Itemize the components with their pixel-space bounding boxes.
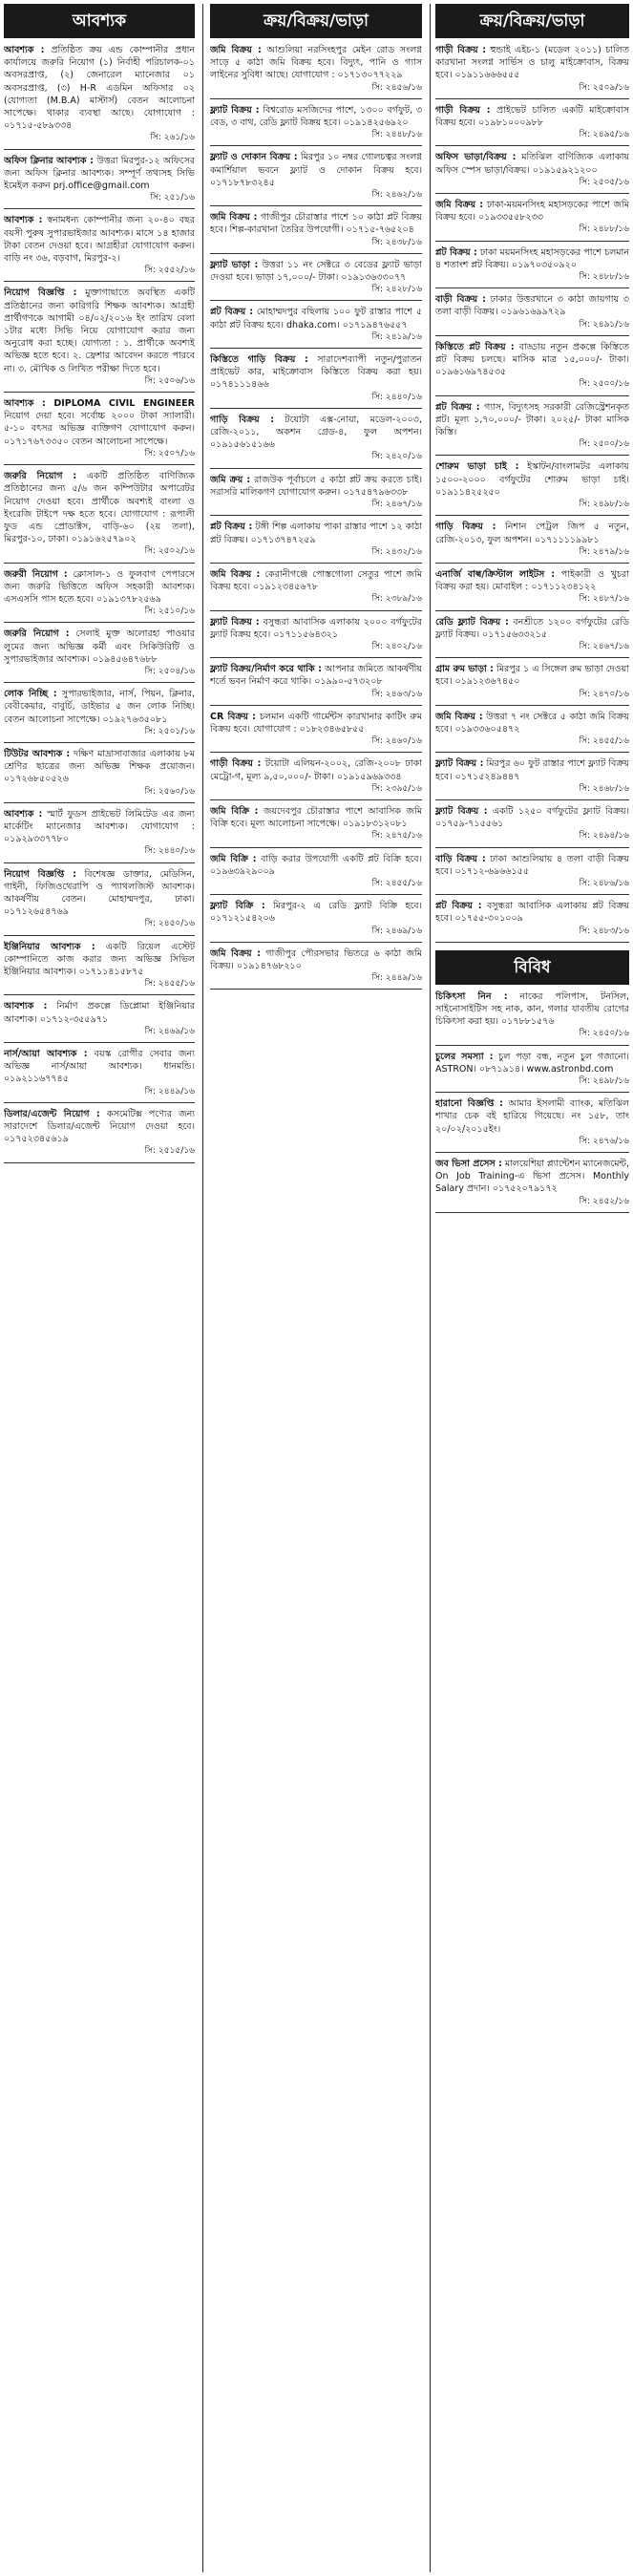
- ad-keyword: কিস্তিতে গাড়ি বিক্রয় :: [210, 354, 308, 366]
- ad-text: রাজউক পূর্বাচলে ৫ কাঠা প্লট ক্রয় করতে চাই। সরাসরি মালিকগণ যোগাযোগ করুন। ০১৭৫৪৭৯৬৩৩৮: [210, 474, 422, 498]
- ad-reference-code: সি: ২৪৮৮/১৬: [579, 224, 629, 235]
- ad-reference-code: সি: ২৪৬৮/১৬: [579, 783, 629, 794]
- ad-separator: [4, 994, 195, 995]
- ad-separator: [4, 563, 195, 564]
- ad-separator: [210, 610, 422, 611]
- classified-ad: [4, 214, 195, 277]
- ad-text: নির্মাণ প্রকল্পে ডিপ্লোমা ইঞ্জিনিয়ার আবশ্যক। ০১৭১২-৩৫৫৯৭১: [4, 1001, 195, 1025]
- classified-ad: [435, 1158, 629, 1208]
- ad-text: মিরপুর ১০ নম্বর গোলচত্বর সংলগ্ন কমার্শিয়াল ভবনে ফ্ল্যাট ও দোকান বিক্রয় হবে। ০১৭১৮৭৮৩২৪৫: [210, 152, 422, 188]
- ad-reference-code: সি: ২৪৯৮/১৬: [579, 500, 629, 510]
- ad-text: বিশেষজ্ঞ ডাক্তার, মেডিসিন, গাইনী, ফিজিওথেরাপি ও প্যাথলজিস্ট আবশ্যক। আকর্ষণীয় বেতন। মোহাম্মদপুর, ঢাকা। ০১৭১২৬৫৪৭৬৯: [4, 868, 195, 918]
- ad-reference-code: সি: ২৪১৯/১৬: [371, 331, 422, 342]
- ad-separator: [210, 942, 422, 943]
- ad-separator: [210, 205, 422, 206]
- ad-separator: [4, 742, 195, 743]
- column-divider: [430, 4, 431, 2572]
- ad-reference-code: সি: ২৪৬২/১৬: [371, 190, 422, 201]
- ad-reference-code: সি: ২৪৫০/১৬: [579, 1029, 629, 1039]
- ad-text: একটি প্রতিষ্ঠিত বাণিজ্যিক প্রতিষ্ঠানের জন্য ৫/৬ জন কম্পিউটার অপারেটর নিয়োগ দেওয়া হবে। প্রার্থীকে অবশ্যই বাংলা ও ইংরেজি টাইপে দক্ষ হতে হবে। যোগাযোগ : রূপালী ফুড এন্ড প্রোডাক্টস, বাড়ি-৬০ (২য় তলা), মিরপুর-১০, ঢাকা। ০১৯১৬২৫৭৯০২: [4, 471, 195, 545]
- ad-keyword: গাড়ী বিক্রয় :: [435, 45, 487, 55]
- ad-reference-code: সি: ২৩৯৫/১৬: [371, 783, 422, 794]
- ad-keyword: প্লট বিক্রয় :: [435, 246, 477, 258]
- ad-text: বসুন্ধরা আবাসিক এলাকায় প্লট বিক্রয় হবে। ০১৭৫৫-৩০১০০৯: [435, 901, 629, 925]
- classified-ad: [435, 1051, 629, 1089]
- ad-keyword: ফ্ল্যাট বিক্রি :: [210, 901, 265, 912]
- ad-text: ঢাকা ময়মনসিংহ মহাসড়কের পাশে চলমান ৪ শতাংশ প্লট বিক্রয়। ০১৯৭০৩৫০৯২০: [435, 246, 629, 270]
- ad-text: ঢাকার উত্তরখানে ৩ কাঠা জায়গায় ৩ তলা বাড়ী বিক্রয়। ০১৯৬১৬৯৯৭২৯: [435, 294, 629, 318]
- ad-keyword: চুলের সমস্যা :: [435, 1051, 494, 1062]
- ad-reference-code: সি: ২৫১০/১৬: [144, 607, 195, 617]
- ad-separator: [4, 682, 195, 683]
- ad-text: জয়দেবপুর চৌরাস্তার পাশে আবাসিক জমি বিক্রি হবে। মূল্য আলোচনা সাপেক্ষে। ০১৯১৮৩১২০৮১: [210, 805, 422, 830]
- ad-text: স্মার্ট ফুডস প্রাইভেট লিমিটেড এর জন্য মার্কেটিং ম্যানেজার আবশ্যক। যোগাযোগ : ০১৯২৯৩৩৭৭৮০: [4, 808, 195, 845]
- ad-reference-code: সি: ২৪৮৭/১৬: [579, 594, 629, 605]
- ad-reference-code: সি: ২৪৪৯/১৬: [371, 973, 422, 984]
- ad-keyword: জমি ক্রয় :: [210, 474, 251, 485]
- classified-ad: [4, 808, 195, 859]
- ad-text: সারাদেশব্যাপী নতুন/পুরাতন প্রাইভেট কার, মাইক্রোবাস কিস্তিতে বিক্রয় করা হয়। ০১৭৪১১১৪৬৬: [210, 354, 422, 391]
- ad-reference-code: সি: ২৫০৬/১৬: [144, 375, 195, 386]
- ad-separator: [435, 193, 629, 194]
- ad-separator: [435, 1152, 629, 1153]
- classified-ad: [4, 688, 195, 738]
- ad-separator: [4, 281, 195, 282]
- section-header-recruitment: আবশ্যক: [4, 4, 195, 38]
- ad-text: কসমেটিক্স পণ্যের জন্য সারাদেশে ডিলার/এজেন্ট নিয়োগ দেওয়া হবে। ০১৭৫২৩৪৫৬১৯: [4, 1108, 195, 1145]
- ad-reference-code: সি: ২৫০০/১৬: [579, 379, 629, 390]
- ad-keyword: চিকিৎসা নিন :: [435, 990, 508, 1002]
- classified-ad: [4, 1000, 195, 1038]
- ad-reference-code: সি: ২৪৪৯/১৬: [144, 1086, 195, 1096]
- ad-keyword: জমি বিক্রি :: [210, 805, 259, 817]
- ad-text: সেলাই মুক্ত অলোরহা পাওয়ার লুমের জন্য অভিজ্ঞ কর্মী এবং সিকিউরিটি ও সুপারভাইজার আবশ্যক। ০১৯৪৫৬৪৭৬৮৮: [4, 628, 195, 665]
- classified-ad: [435, 293, 629, 331]
- ad-keyword: জমি বিক্রয় :: [210, 568, 261, 580]
- ad-keyword: ফ্ল্যাট বিক্রয় :: [210, 616, 260, 628]
- ad-keyword: অফিস ভাড়া/বিক্রয় :: [435, 152, 517, 163]
- ad-reference-code: সি: ২৪৪৮/১৬: [371, 130, 422, 140]
- ad-separator: [210, 894, 422, 895]
- ad-text: প্রতিষ্ঠিত ক্রয় এন্ড কোম্পানীর প্রধান কার্যালয়ে জরুরি নিয়োগ (১) নির্বাহী পরিচালক-০১ অবসরপ্রাপ্ত, (২) জেনারেল ম্যানেজার ০১ অবসরপ্রাপ্ত, (৩) H-R এডমিন অফিসার ০২ (যোগ্যতা (M.B.A) মাস্টার্স) বেতন আলোচনা সাপেক্ষে। থাকার ব্যবস্থা আছে। যোগাযোগ : ০১৭১৫-৫৮৯৩৩৪: [4, 45, 195, 132]
- classified-ad: [210, 353, 422, 404]
- ad-keyword: CR বিক্রয় :: [210, 711, 256, 722]
- ad-separator: [210, 515, 422, 516]
- ad-text: উত্তরা ৭ নং সেক্টরে ৫ কাঠা জমি বিক্রয় হবে। ০১৯৩৩৬০৫৪৭২: [435, 711, 629, 734]
- classified-ad: [210, 259, 422, 297]
- ad-reference-code: সি: ২৪৩২/১৬: [371, 546, 422, 557]
- ad-text: কেরানীগঞ্জে পোস্তগোলা সেতুর পাশে জমি বিক্রয় হবে। ০১৯১২৩৪৫৬৭৮: [210, 568, 422, 593]
- ad-reference-code: সি: ২৫০১/১৬: [144, 726, 195, 736]
- classified-ad: [210, 711, 422, 749]
- classified-ad: [210, 568, 422, 607]
- ad-reference-code: সি: ২৪০২/১৬: [371, 641, 422, 651]
- column-recruitment: [4, 4, 195, 2572]
- ad-text: নিয়োগ দেয়া হবে। সর্বোচ্চ ২০০০ টাকা স্যালারী। ৫-১০ বৎসর অভিজ্ঞ ব্যক্তিগণ যোগাযোগ করুন। ০১৭১৭৬৭৩৩৫০ বেতন আলোচনা সাপেক্ষে।: [4, 411, 195, 447]
- ad-separator: [4, 1162, 195, 1163]
- classified-ad: [435, 663, 629, 701]
- ad-reference-code: সি: ২৪৬৭/১৬: [579, 641, 629, 651]
- ad-separator: [435, 287, 629, 288]
- column-divider: [202, 4, 203, 2572]
- ad-keyword: ডিলার/এজেন্ট নিয়োগ :: [4, 1108, 100, 1119]
- column-buy-sell-rent-1: [210, 4, 422, 2572]
- ad-keyword: জমি বিক্রয় :: [435, 200, 484, 211]
- ad-text: টয়োটা এলিয়ন-২০০২, রেজি-২০০৮ ঢাকা মেট্রো-গ, মূল্য ৯,৫০,০০০/- টাকা। ০১৯১৫৯৬৯৩৩৪: [210, 758, 422, 782]
- ad-text: মিরপুর ১ এ সিঙ্গেল রুম ভাড়া দেওয়া হবে। ০১৯১২৩৬৭৪৫০: [435, 664, 629, 688]
- ad-text: বিশ্বরোড মসজিদের পাশে, ১৩০০ বর্গফুট, ৩ বেড, ৩ বাথ, রেডি ফ্ল্যাট বিক্রয় হবে। ০১৯১৪২৫৬৯২০: [210, 104, 422, 129]
- ad-reference-code: সি: ২৫০৪/১৬: [144, 666, 195, 676]
- ad-separator: [435, 98, 629, 99]
- ad-keyword: নিয়োগ বিজ্ঞপ্তি :: [4, 287, 77, 299]
- ad-text: টঙ্গী শিল্প এলাকায় পাকা রাস্তার পাশে ১২ কাঠা প্লট বিক্রয়। ০১৭১৩৭৪৭২৫৯: [210, 522, 422, 545]
- ad-text: গাজীপুর চৌরাস্তার পাশে ১০ কাঠা প্লট বিক্রয় হবে। শিল্প-কারখানা তৈরির উপযোগী। ০১৭১৫-৭৬৫২০৪: [210, 212, 422, 236]
- ads-list: [4, 44, 195, 1163]
- ad-keyword: গাড়ি বিক্রয় :: [435, 522, 496, 533]
- ad-reference-code: সি: ২৪৮৮/১৬: [579, 272, 629, 283]
- ad-text: পাইকারী ও খুচরা বিক্রয় করা হয়। মোবাইল : ০১৭১১২৩৪১২২: [435, 568, 629, 593]
- classified-ad: [435, 900, 629, 938]
- ad-keyword: ফ্ল্যাট বিক্রয় :: [435, 758, 484, 770]
- ad-text: আপনার জমিতে আকর্ষণীয় শর্তে ভবন নির্মাণ করে থাকি। ০১৯৯০-৫৭৩২০৮: [210, 664, 422, 688]
- ad-keyword: গাড়ী বিক্রয় :: [210, 758, 262, 770]
- classified-ad: [4, 568, 195, 619]
- ad-reference-code: সি: ২৫০০/১৬: [579, 439, 629, 450]
- ad-keyword: ইঞ্জিনিয়ার আবশ্যক :: [4, 941, 95, 952]
- classifieds-page: [4, 4, 629, 2572]
- section-header-miscellaneous: বিবিধ: [435, 950, 629, 985]
- ad-reference-code: সি: ২৪৬৭/১৬: [371, 500, 422, 510]
- ad-keyword: জরুরী নিয়োগ :: [4, 568, 68, 580]
- ad-separator: [210, 705, 422, 706]
- ad-reference-code: সি: ২৪৫০/১৬: [144, 919, 195, 929]
- ad-reference-code: সি: ২৪৫৫/১৬: [371, 878, 422, 888]
- classified-ad: [210, 474, 422, 512]
- ad-reference-code: সি: ২৬১/১৬: [150, 133, 195, 143]
- ad-keyword: আবশ্যক :: [4, 1001, 48, 1012]
- classified-ad: [210, 211, 422, 249]
- ad-keyword: প্লট বিক্রয় :: [210, 307, 254, 318]
- ad-text: মিরপুর ৬০ ফুট রাস্তার পাশে ফ্ল্যাট বিক্রয় হবে। ০১৭১৫২৪৯৪৪৭: [435, 758, 629, 782]
- ad-text: গ্যাস, বিদ্যুৎসহ সরকারী রেজিস্ট্রেশনকৃত প্লট। মূল্য ১,৭০,০০০/- টাকা। ২০২৫/- টাকা মাসিক কিস্তি।: [435, 401, 629, 438]
- ad-separator: [4, 1042, 195, 1043]
- ad-reference-code: সি: ২৪৫৫/১৬: [579, 736, 629, 747]
- ad-text: ক্লোসাল-১ ও ফুলবাগ পেপারসে জন্য জরুরি ভিত্তিতে অফিস সহকারী আবশ্যক। এসএসসি পাস হতে হবে। ০১৯১৩৭৮২৫৬৯: [4, 568, 195, 605]
- ad-text: স্বনামধন্য কোম্পানীর জন্য ২০-৪০ বছর বয়সী পুরুষ সুপারভাইজার আবশ্যক। মাসে ১৪ হাজার টাকা বেতন দেওয়া হবে। আগ্রহীরা যোগাযোগ করুন। বাড়ি নং ৩৬, বড়বাগ, মিরপুর-২।: [4, 215, 195, 265]
- classified-ad: [4, 470, 195, 558]
- ad-keyword: নিয়োগ বিজ্ঞপ্তি :: [4, 868, 76, 880]
- ads-list: [210, 44, 422, 990]
- ad-separator: [210, 468, 422, 469]
- ad-text: একটি রিয়েল এস্টেট কোম্পানিতে কাজ করার জন্য অভিজ্ঞ সিভিল ইঞ্জিনিয়ার আবশ্যক। ০১৭১১৪১৫৮৭৫: [4, 941, 195, 977]
- classified-ad: [4, 44, 195, 145]
- ad-separator: [435, 395, 629, 396]
- ad-reference-code: সি: ২৫০২/১৬: [144, 546, 195, 557]
- ad-separator: [435, 799, 629, 800]
- ad-keyword: জমি বিক্রয় :: [210, 212, 258, 224]
- ad-text: বাড্ডায় নতুন প্রকল্পে কিস্তিতে প্লট বিক্রয় চলছে। মাসিক মাত্র ১৫,০০০/- টাকা। ০১৯৬১৬৯৭৪৫৩৫: [435, 341, 629, 378]
- ad-keyword: নার্স/আয়া আবশ্যক :: [4, 1049, 88, 1060]
- ad-separator: [435, 752, 629, 753]
- ad-text: ঢাকা আশুলিয়ায় ৪ তলা বাড়ী বিক্রয় হবে। ০১৭১২-৬৯৬৬১৫৫: [435, 853, 629, 877]
- ad-reference-code: সি: ২৪৭৯/১৬: [579, 546, 629, 557]
- ad-keyword: লোক নিচ্ছি :: [4, 689, 57, 700]
- ad-separator: [210, 253, 422, 254]
- ad-separator: [435, 847, 629, 848]
- classified-ad: [4, 941, 195, 991]
- ad-reference-code: সি: ২৫০৯/১৬: [579, 82, 629, 93]
- ad-keyword: বাড়ী বিক্রয় :: [435, 294, 486, 306]
- classified-ad: [435, 341, 629, 392]
- classified-ad: [435, 568, 629, 607]
- ad-text: উত্তরা ১১ নং সেক্টরে ৩ বেডের ফ্ল্যাট ভাড়া দেওয়া হবে। ভাড়া ১৭,০০০/- টাকা। ০১৯১৩৬৩৩০৭৭: [210, 259, 422, 284]
- ad-keyword: জব ভিসা প্রসেস :: [435, 1159, 502, 1170]
- ad-keyword: প্লট বিক্রয় :: [435, 401, 480, 413]
- classified-ad: [210, 947, 422, 986]
- classified-ad: [210, 306, 422, 344]
- ad-separator: [435, 610, 629, 611]
- ad-keyword: হারানো বিজ্ঞপ্তি :: [435, 1098, 503, 1110]
- ad-text: একটি ১২৫০ বর্গফুটের ফ্ল্যাট বিক্রয়। ০১৭৫৯-৭১৫৫৬১: [435, 805, 629, 830]
- ad-keyword: আবশ্যক :: [4, 45, 45, 55]
- classified-ad: [435, 460, 629, 511]
- classified-ad: [210, 853, 422, 891]
- ad-text: চলমান একটি গার্মেন্টস কারখানার কাটিং রুম বিক্রয় হবে। যোগাযোগ : ০১৮২৩৪৬৫৮৫৫: [210, 711, 422, 734]
- ad-text: মুক্তাগাছাতে অবস্থিত একটি প্রতিষ্ঠানের জন্য কারিগরি শিক্ষক আবশ্যক। আগ্রহী প্রার্থীগণকে আগামী ০৪/০২/২০১৬ ইং তারিখ বেলা ১টার মধ্যে সিভি নিয়ে যোগাযোগ করার জন্য অনুরোধ করা হচ্ছে। যোগ্যতা : ১. প্রার্থীকে অবশ্যই অভিজ্ঞ হতে হবে। ২. ফ্রেশার আবেদন করতে পারবে না। ৩. মৌখিক ও লিখিত পরীক্ষা দিতে হবে।: [4, 287, 195, 374]
- classified-ad: [4, 1048, 195, 1098]
- classified-ad: [435, 246, 629, 285]
- classified-ad: [4, 1108, 195, 1159]
- ad-reference-code: সি: ২৫০৭/১৬: [144, 448, 195, 458]
- classified-ad: [435, 151, 629, 189]
- ad-separator: [435, 894, 629, 895]
- classified-ad: [435, 711, 629, 749]
- ad-separator: [435, 1212, 629, 1213]
- ad-text: বসুন্ধরা আবাসিক এলাকায় ২০০০ বর্গফুটের ফ্ল্যাট বিক্রয় হবে। ০১৭১১৫৬৪৩২১: [210, 616, 422, 640]
- ad-reference-code: সি: ২৪৯৮/১৬: [579, 1076, 629, 1086]
- column-buy-sell-rent-2: [435, 4, 629, 2572]
- ad-reference-code: সি: ২৫০৫/১৬: [579, 177, 629, 187]
- ad-reference-code: সি: ২৪৫২/১৬: [579, 1196, 629, 1206]
- ad-text: উত্তরা মিরপুর-১২ অফিসের জন্য অফিস ক্লিনার আবশ্যক। সম্পূর্ণ তথ্যসহ সিভি ইমেইল করুন prj.office@gmail.com: [4, 155, 195, 192]
- ad-reference-code: সি: ২৪৮৬/১৬: [579, 878, 629, 888]
- ad-text: আমার ইসলামী ব্যাংক, মতিঝিল শাখার চেক বই হারিয়ে গিয়েছে। নং ১৫৮, তাং ২০/০২/২০১৫ইং।: [435, 1098, 629, 1135]
- classified-ad: [210, 44, 422, 95]
- classified-ad: [210, 616, 422, 654]
- ads-list-miscellaneous: [435, 990, 629, 1213]
- ad-keyword: রেডি ফ্ল্যাট বিক্রয় :: [435, 616, 509, 628]
- ad-separator: [435, 335, 629, 336]
- ad-text: ইস্কাটন/বাংলামটর এলাকায় ১৫০০-২০০০ বর্গফুটের শোরুম ভাড়া চাই। ০১৯১১৪২৫২৫০: [435, 461, 629, 498]
- ad-text: বয়স্ক রোগীর সেবার জন্য অভিজ্ঞ নার্স/আয়া আবশ্যক। ধানমন্ডি। ০১৯২১১৬৭৭৪৫: [4, 1049, 195, 1085]
- ad-separator: [210, 300, 422, 301]
- ad-separator: [435, 563, 629, 564]
- ad-text: মোহাম্মদপুর বছিলায় ১০০ ফুট রাস্তার পাশে ৫ কাঠা প্লট বিক্রয় হবে। dhaka.com। ০১৭১৯৪৭৬৫৫৭: [210, 307, 422, 330]
- ad-separator: [435, 145, 629, 146]
- ad-keyword: জমি বিক্রি :: [210, 853, 257, 864]
- classified-ad: [210, 757, 422, 796]
- ad-separator: [4, 1102, 195, 1103]
- classified-ad: [210, 663, 422, 701]
- classified-ad: [435, 44, 629, 95]
- ad-text: টয়োটা এক্স-নোয়া, মডেল-২০০৩, রেজি-২০১১, অকশন গ্রেড-৪, ফুল অপশন। ০১৯১৫৬১৫১৬৬: [210, 414, 422, 451]
- ad-text: নাকের পলিপাস, টনসিল, সাইনোসাইটিস সহ নাক, কান, গলার যাবতীয় রোগের চিকিৎসা করা হয়। ০১৭৮৮১৫৭৬: [435, 990, 629, 1028]
- ad-reference-code: সি: ২৪৯৫/১৬: [579, 130, 629, 140]
- ad-keyword: ফ্ল্যাট ভাড়া :: [210, 259, 259, 270]
- ad-keyword: গাড়ী বিক্রয় :: [435, 104, 491, 116]
- ad-text: প্রাইভেট চালিত একটি মাইক্রোবাস বিক্রয় হবে। ০১৯৮১০০০৯৮৮: [435, 104, 629, 129]
- ad-separator: [435, 455, 629, 456]
- classified-ad: [435, 1097, 629, 1148]
- classified-ad: [435, 757, 629, 796]
- ad-keyword: জরুরি নিয়োগ :: [4, 628, 70, 640]
- classified-ad: [435, 199, 629, 237]
- ad-reference-code: সি: ২৪২০/১৬: [371, 452, 422, 462]
- classified-ad: [435, 990, 629, 1041]
- ad-reference-code: সি: ২৪৭০/১৬: [579, 689, 629, 699]
- ad-text: সুপারভাইজার, নার্স, পিয়ন, ক্লিনার, বেবীকেয়ার, বাবুর্চি, ডাইভার ৫ জন লোক নিচ্ছি। বেতন আলোচনা সাপেক্ষে। ০১৯২৭৬৩৫০৮১: [4, 689, 195, 725]
- ad-reference-code: সি: ২৫৫২/১৬: [144, 266, 195, 276]
- ad-separator: [435, 1092, 629, 1093]
- ad-reference-code: সি: ২৫৬০/১৬: [144, 786, 195, 797]
- ad-text: বনশ্রীতে ১২০০ বর্গফুটের রেডি ফ্ল্যাট বিক্রয়। ০১৭১৫৬৩৩২১৫: [435, 616, 629, 640]
- ads-list: [435, 44, 629, 943]
- ad-reference-code: সি: ২৪৮৩/১৬: [579, 926, 629, 936]
- ad-separator: [435, 657, 629, 658]
- ad-separator: [4, 622, 195, 623]
- ad-keyword: গাড়ি বিক্রয় :: [210, 414, 275, 425]
- ad-reference-code: সি: ২৪৪০/১৬: [144, 846, 195, 857]
- classified-ad: [435, 616, 629, 654]
- ad-text: মালয়েশিয়া প্ল্যান্টেশন ম্যানেজমেন্ট, On Job Training-এ ভিসা প্রসেস। Monthly Salary প্রদান। ০১৭৫২০৭৯১৭২: [435, 1159, 629, 1195]
- classified-ad: [210, 414, 422, 464]
- ad-keyword: জমি বিক্রয় :: [210, 45, 262, 55]
- ad-reference-code: সি: ২৪৫৫/১৬: [144, 979, 195, 990]
- section-header-buy-sell-rent: ক্রয়/বিক্রয়/ভাড়া: [210, 4, 422, 38]
- ad-separator: [210, 752, 422, 753]
- ad-separator: [210, 563, 422, 564]
- ad-reference-code: সি: ২৫১/১৬: [150, 193, 195, 203]
- ad-keyword: ফ্ল্যাট ও দোকান বিক্রয় :: [210, 152, 298, 163]
- ad-reference-code: সি: ২৩৮৯/১৬: [371, 594, 422, 605]
- ad-separator: [4, 208, 195, 209]
- ad-separator: [210, 98, 422, 99]
- classified-ad: [4, 748, 195, 798]
- ad-text: নিশান পেট্রল জিপ ৫ নতুন, রেজি-২০১৩, ফুল অপশন। ০১৭১১১১৯৯৮১: [435, 522, 629, 545]
- ad-text: মতিঝিল বাণিজ্যিক এলাকায় অফিস স্পেস ভাড়া/বিক্রয়। ০১৯১৫৯২১২০০: [435, 152, 629, 176]
- ad-separator: [4, 802, 195, 803]
- ad-separator: [210, 799, 422, 800]
- ad-keyword: বাড়ি বিক্রয় :: [435, 853, 486, 864]
- ad-text: হুন্ডাই এইচ-১ (মডেল ২০১১) চালিত কারখানা সংলগ্ন সার্ভিস ও চালু মাইক্রোবাস, বিক্রয় হবে। ০১৯১১৬৬৬৫৫৫: [435, 45, 629, 81]
- classified-ad: [435, 853, 629, 891]
- ad-separator: [4, 464, 195, 465]
- ad-keyword: কিস্তিতে প্লট বিক্রয় :: [435, 341, 515, 352]
- ad-separator: [4, 149, 195, 150]
- ad-keyword: ফ্ল্যাট বিক্রয়/নির্মাণ করে থাকি :: [210, 664, 322, 675]
- ad-keyword: আবশ্যক :: [4, 215, 43, 226]
- ad-keyword: এনার্জি বাল্ব/ক্রিস্টাল লাইটস :: [435, 568, 556, 580]
- ad-text: বাড়ি করার উপযোগী একটি প্লট বিক্রি হবে। ০১৯৬৩৯২৯০০৯: [210, 853, 422, 877]
- ad-separator: [4, 392, 195, 393]
- classified-ad: [4, 155, 195, 205]
- ad-keyword: টিউটর আবশ্যক :: [4, 748, 71, 759]
- ad-separator: [210, 408, 422, 409]
- ad-separator: [435, 705, 629, 706]
- ad-keyword: জমি বিক্রয় :: [210, 947, 261, 959]
- ad-keyword: জমি বিক্রয় :: [435, 711, 483, 722]
- ad-separator: [210, 348, 422, 349]
- ad-reference-code: সি: ২৪৩৮/১৬: [371, 237, 422, 247]
- ad-text: চুল পড়া বন্ধ, নতুন চুল গজানো। ASTRON। ০৮৭১৯১৪। www.astronbd.com: [435, 1051, 629, 1075]
- ad-text: দক্ষিণ মাদ্রাসাবাজার এলাকায় ৮ম শ্রেণির ছাত্রের জন্য অভিজ্ঞ শিক্ষক প্রয়োজন। ০১৭২৬৮৫০৫২৬: [4, 748, 195, 785]
- classified-ad: [4, 868, 195, 931]
- classified-ad: [435, 521, 629, 559]
- ad-separator: [435, 1045, 629, 1046]
- classified-ad: [4, 628, 195, 678]
- ad-keyword: প্লট বিক্রয় :: [210, 522, 253, 533]
- classified-ad: [435, 104, 629, 142]
- ad-reference-code: সি: ২৪৫৬/১৬: [371, 82, 422, 93]
- ad-separator: [210, 989, 422, 990]
- ad-keyword: অফিস ক্লিনার আবশ্যক :: [4, 155, 94, 166]
- classified-ad: [210, 805, 422, 843]
- ad-text: মিরপুর-২ এ রেডি ফ্ল্যাট বিক্রি হবে। ০১৭১২১৫৪২০৬: [210, 901, 422, 925]
- ad-reference-code: সি: ২৪৬৩/১৬: [371, 689, 422, 699]
- classified-ad: [4, 287, 195, 388]
- ad-reference-code: সি: ২৪৬০/১৬: [371, 736, 422, 747]
- ad-reference-code: সি: ২৪৯১/১৬: [579, 319, 629, 330]
- ad-reference-code: সি: ২৪২৮/১৬: [371, 285, 422, 295]
- classified-ad: [435, 805, 629, 843]
- ad-text: গাজীপুর পৌরসভার ভিতরে ৬ কাঠা জমি বিক্রয়। ০১৯১৪৭৬৮২১০: [210, 947, 422, 971]
- ad-keyword: আবশ্যক :: [4, 808, 43, 820]
- classified-ad: [210, 900, 422, 938]
- ad-reference-code: সি: ২৪৯৪/১৬: [579, 831, 629, 841]
- ad-separator: [210, 657, 422, 658]
- ad-keyword: গ্রাম রুম ভাড়া :: [435, 664, 494, 675]
- ad-text: আশুলিয়া নরসিংহপুর মেইন রোড সংলগ্ন সাড়ে ৫ কাঠা জমি বিক্রয় হবে। বিদ্যুৎ, পানি ও গ্যাস লাইনের সুবিধা আছে। যোগাযোগ : ০১৭১৩০৭৭২২৯: [210, 45, 422, 81]
- ad-text: ঢাকা-ময়মনসিংহ মহাসড়কের পাশে জমি বিক্রয় হবে। ০১৯৩৩৫৫৮২৩৩: [435, 200, 629, 224]
- ad-keyword: ফ্ল্যাট বিক্রয় :: [210, 104, 260, 116]
- ad-separator: [435, 241, 629, 242]
- section-header-buy-sell-rent: ক্রয়/বিক্রয়/ভাড়া: [435, 4, 629, 38]
- ad-separator: [210, 145, 422, 146]
- ad-separator: [4, 935, 195, 936]
- ad-keyword: ফ্ল্যাট বিক্রয় :: [435, 805, 488, 817]
- ad-separator: [4, 862, 195, 863]
- ad-reference-code: সি: ২৫১৫/১৬: [144, 1146, 195, 1157]
- classified-ad: [435, 401, 629, 452]
- ad-reference-code: সি: ২৪৭৬/১৬: [579, 1136, 629, 1146]
- classified-ad: [210, 104, 422, 142]
- ad-separator: [210, 847, 422, 848]
- classified-ad: [4, 397, 195, 460]
- ad-reference-code: সি: ২৪৬৯/১৬: [144, 1026, 195, 1036]
- ad-keyword: প্লট বিক্রয় :: [435, 901, 482, 912]
- ad-keyword: আবশ্যক : DIPLOMA CIVIL ENGINEER: [4, 398, 195, 410]
- ad-keyword: শোরুম ভাড়া চাই :: [435, 461, 519, 473]
- ad-keyword: জরুরি নিয়োগ :: [4, 471, 77, 482]
- ad-reference-code: সি: ২৪৪০/১৬: [371, 392, 422, 402]
- ad-separator: [435, 942, 629, 943]
- classified-ad: [210, 151, 422, 202]
- ad-separator: [435, 515, 629, 516]
- ad-reference-code: সি: ২৪৭৫/১৬: [371, 831, 422, 841]
- ad-reference-code: সি: ২৪৬৯/১৬: [371, 926, 422, 936]
- classified-ad: [210, 521, 422, 559]
